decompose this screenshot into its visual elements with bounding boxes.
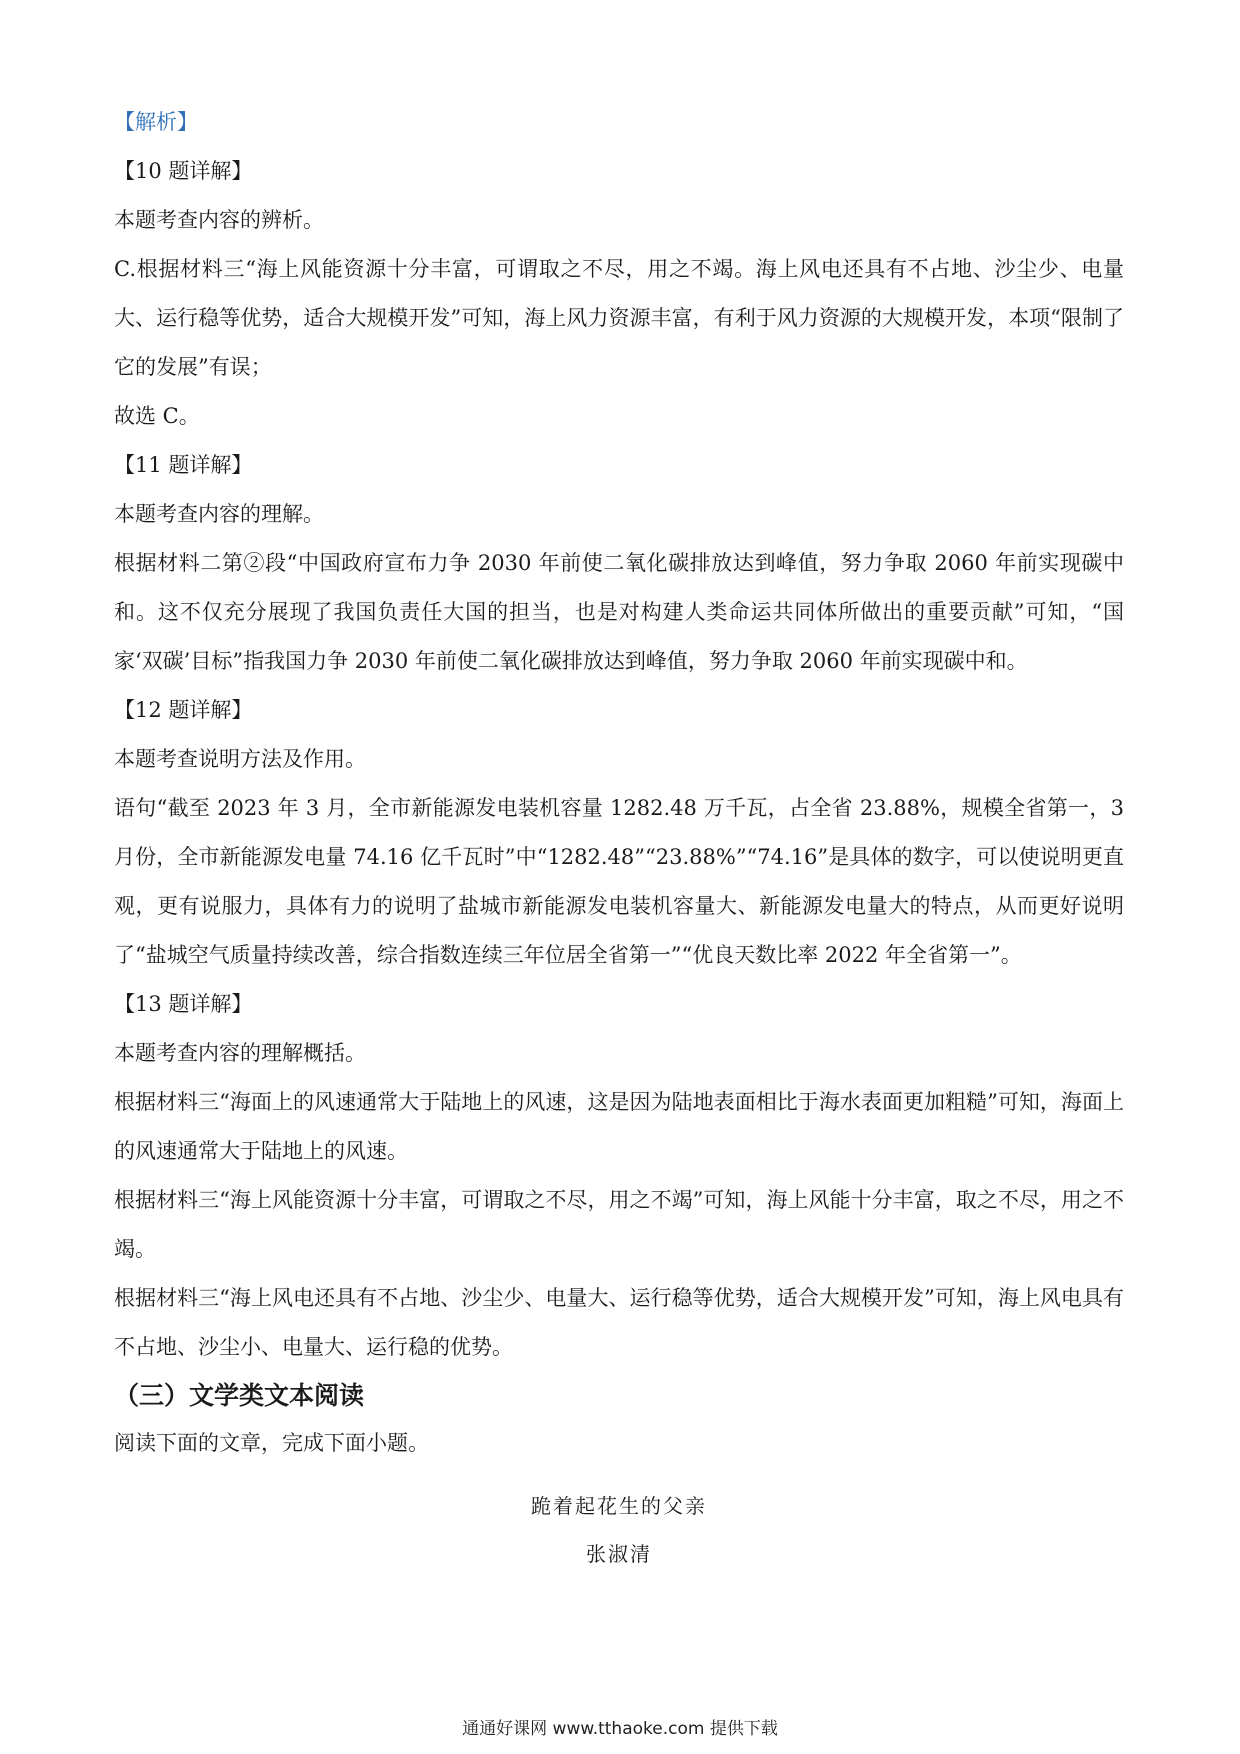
- q10-topic: 本题考查内容的辨析。: [114, 208, 324, 232]
- analysis-tag: 【解析】: [114, 110, 198, 134]
- q13-paragraph-1: 根据材料三“海面上的风速通常大于陆地上的风速，这是因为陆地表面相比于海水表面更加粗糙”可知，海面上的风速通常大于陆地上的风速。: [114, 1090, 1124, 1163]
- q11-body: 根据材料二第②段“中国政府宣布力争 2030 年前使二氧化碳排放达到峰值，努力争取 2060 年前实现碳中和。这不仅充分展现了我国负责任大国的担当，也是对构建人类命运共同体所做出的重要贡献”可知，“国家‘双碳’目标”指我国力争 2030 年前使二氧化碳排放达到峰值，努力争取 2060 年前实现碳中和。: [114, 551, 1124, 673]
- q13-paragraph-3: 根据材料三“海上风电还具有不占地、沙尘少、电量大、运行稳等优势，适合大规模开发”可知，海上风电具有不占地、沙尘小、电量大、运行稳的优势。: [114, 1286, 1124, 1359]
- q10-conclusion: 故选 C。: [114, 404, 200, 428]
- q12-body: 语句“截至 2023 年 3 月，全市新能源发电装机容量 1282.48 万千瓦，占全省 23.88%，规模全省第一，3 月份，全市新能源发电量 74.16 亿千瓦时”中“1282.48”“23.88%”“74.16”是具体的数字，可以使说明更直观，更有说服力，具体有力的说明了盐城市新能源发电装机容量大、新能源发电量大的特点，从而更好说明了“盐城空气质量持续改善，综合指数连续三年位居全省第一”“优良天数比率 2022 年全省第一”。: [114, 796, 1124, 967]
- document-body: [114, 98, 1124, 1578]
- q13-topic: 本题考查内容的理解概括。: [114, 1041, 366, 1065]
- footer-source-note: 通通好课网 www.tthaoke.com 提供下载: [462, 1719, 778, 1739]
- q12-heading: 【12 题详解】: [114, 698, 253, 722]
- q10-body: C.根据材料三“海上风能资源十分丰富，可谓取之不尽，用之不竭。海上风电还具有不占地、沙尘少、电量大、运行稳等优势，适合大规模开发”可知，海上风力资源丰富，有利于风力资源的大规模开发，本项“限制了它的发展”有误；: [114, 257, 1124, 379]
- q11-heading: 【11 题详解】: [114, 453, 253, 477]
- q12-topic: 本题考查说明方法及作用。: [114, 747, 366, 771]
- section-heading: （三）文学类文本阅读: [114, 1381, 365, 1410]
- q10-heading: 【10 题详解】: [114, 159, 253, 183]
- q11-topic: 本题考查内容的理解。: [114, 502, 324, 526]
- article-author: 张淑清: [586, 1542, 652, 1566]
- q13-heading: 【13 题详解】: [114, 992, 253, 1016]
- article-title: 跪着起花生的父亲: [531, 1494, 707, 1518]
- section-instruction: 阅读下面的文章，完成下面小题。: [114, 1431, 429, 1455]
- q13-paragraph-2: 根据材料三“海上风能资源十分丰富，可谓取之不尽，用之不竭”可知，海上风能十分丰富，取之不尽，用之不竭。: [114, 1188, 1124, 1261]
